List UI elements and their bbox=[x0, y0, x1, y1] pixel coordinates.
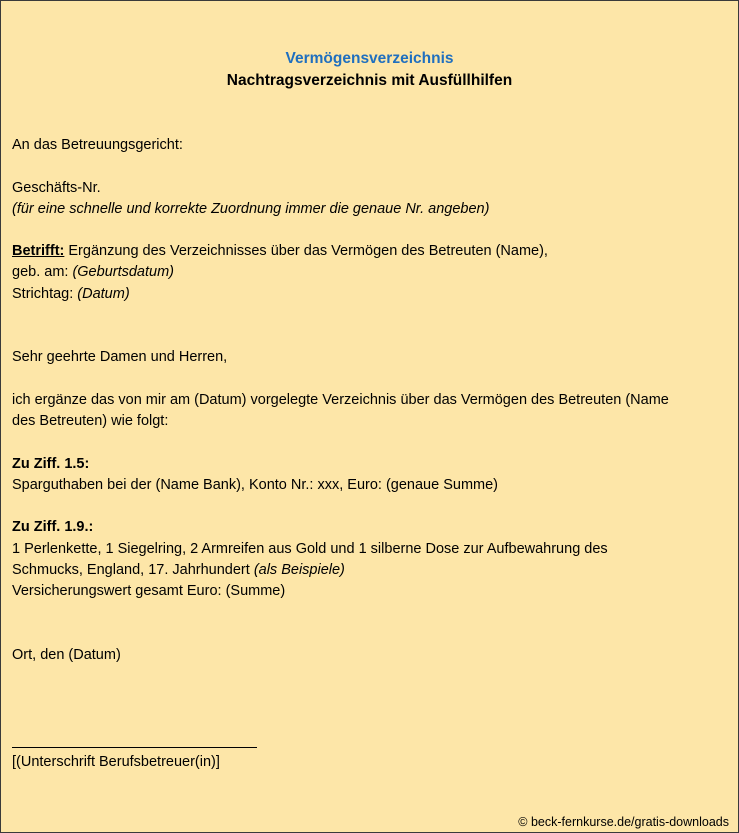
birth-label: geb. am: bbox=[12, 264, 73, 280]
section2-heading: Zu Ziff. 1.9.: bbox=[12, 519, 94, 535]
section2-line-2-hint: (als Beispiele) bbox=[253, 562, 345, 578]
section1-heading: Zu Ziff. 1.5: bbox=[12, 456, 90, 472]
cutoff-line bbox=[12, 285, 130, 303]
subject-label: Betrifft: bbox=[12, 243, 65, 259]
section1-text: Sparguthaben bei der (Name Bank), Konto Nr.: xxx, Euro: (genaue Summe) bbox=[12, 477, 498, 493]
subject-text: Ergänzung des Verzeichnisses über das Vermögen des Betreuten (Name), bbox=[64, 243, 548, 259]
intro-line-1: ich ergänze das von mir am (Datum) vorgelegte Verzeichnis über das Vermögen des Betreuten (Name bbox=[12, 392, 669, 408]
birth-line bbox=[12, 263, 174, 281]
subject-line bbox=[12, 242, 548, 260]
place-date-line: Ort, den (Datum) bbox=[12, 647, 121, 663]
cutoff-label: Strichtag: bbox=[12, 286, 78, 302]
section2-line-2 bbox=[12, 561, 345, 579]
footer-copyright: © beck-fernkurse.de/gratis-downloads bbox=[518, 815, 729, 829]
addressee-line: An das Betreuungsgericht: bbox=[12, 137, 183, 153]
birth-hint: (Geburtsdatum) bbox=[72, 264, 174, 280]
intro-line-2: des Betreuten) wie folgt: bbox=[12, 413, 169, 429]
case-number-label: Geschäfts-Nr. bbox=[12, 180, 101, 196]
cutoff-hint: (Datum) bbox=[77, 286, 130, 302]
section2-line-1: 1 Perlenkette, 1 Siegelring, 2 Armreifen aus Gold und 1 silberne Dose zur Aufbewahrung des bbox=[12, 541, 608, 557]
document-subtitle: Nachtragsverzeichnis mit Ausfüllhilfen bbox=[226, 72, 513, 89]
case-number-hint: (für eine schnelle und korrekte Zuordnung immer die genaue Nr. angeben) bbox=[12, 201, 490, 217]
section2-line-2-text: Schmucks, England, 17. Jahrhundert bbox=[12, 562, 254, 578]
salutation-line: Sehr geehrte Damen und Herren, bbox=[12, 349, 228, 365]
signature-caption: [(Unterschrift Berufsbetreuer(in)] bbox=[12, 754, 220, 770]
document-title: Vermögensverzeichnis bbox=[285, 50, 454, 67]
section2-line-3: Versicherungswert gesamt Euro: (Summe) bbox=[12, 583, 286, 599]
signature-line bbox=[12, 747, 257, 748]
